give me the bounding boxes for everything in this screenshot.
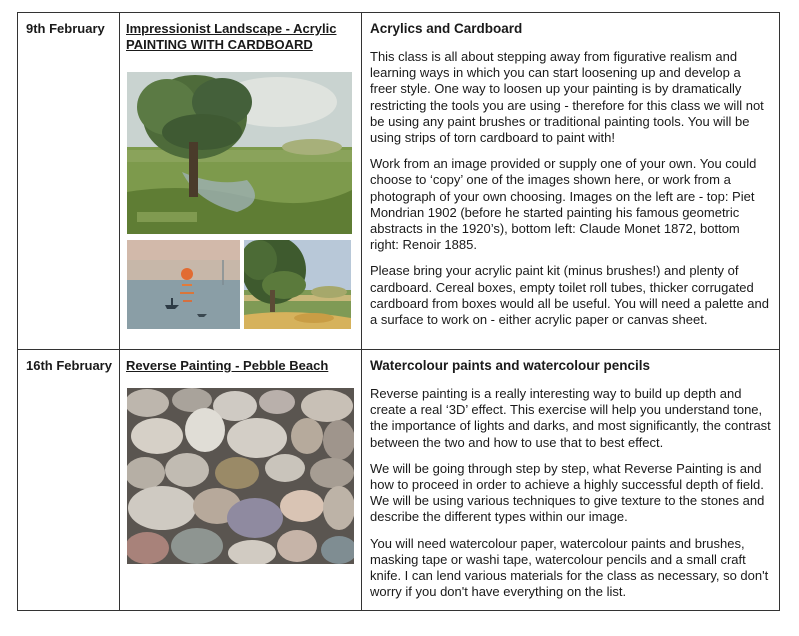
description-paragraph: Please bring your acrylic paint kit (minus brushes!) and plenty of cardboard. Cereal boxes, empty toilet roll tubes, thicker corrugated cardboard from boxes would all be useful. You will need a palette and a surface to work on - either acrylic paper or canvas sheet. xyxy=(370,263,769,328)
table-row xyxy=(18,350,780,611)
mondrian-landscape-painting xyxy=(127,72,352,234)
title-cell xyxy=(120,13,362,350)
date-cell xyxy=(18,13,120,350)
title-cell xyxy=(120,350,362,611)
image-group xyxy=(126,374,361,564)
class-date: 16th February xyxy=(26,358,112,373)
date-cell xyxy=(18,350,120,611)
description-paragraph: We will be going through step by step, what Reverse Painting is and how to proceed in order to achieve a highly successful depth of field. We will be using various techniques to give texture to the stones and describe the different types within our image. xyxy=(370,460,765,525)
class-heading: Acrylics and Cardboard xyxy=(370,21,523,36)
class-schedule-table xyxy=(17,12,780,611)
class-heading: Watercolour paints and watercolour pencils xyxy=(370,358,651,373)
class-title: Reverse Painting - Pebble Beach xyxy=(126,358,329,373)
description-paragraph: Work from an image provided or supply one of your own. You could choose to ‘copy’ one of the images shown here, or work from a photograph of your own choosing. Images on the left are - top: Piet Mondrian 1902 (before he started painting his famous geometric abstracts in the 1920’s), bottom left: Claude Monet 1872, bottom right: Renoir 1885. xyxy=(370,156,757,253)
renoir-landscape-painting xyxy=(244,240,351,329)
description-paragraph: You will need watercolour paper, watercolour paints and brushes, masking tape or washi tape, watercolour pencils and a small craft knife. I can lend various materials for the class as necessary, so don't worry if you don't have everything on the list. xyxy=(370,535,769,600)
description-cell xyxy=(362,350,780,611)
description-paragraph: This class is all about stepping away from figurative realism and learning ways in which you can start loosening up and develop a freer style. One way to loosen up your painting is by dramatically restricting the tools you are using - therefore for this class we will not be using any paint brushes or traditional painting tools. You will be using strips of torn cardboard to paint with! xyxy=(370,49,764,146)
description-cell xyxy=(362,13,780,350)
class-date: 9th February xyxy=(26,21,105,36)
class-title: Impressionist Landscape - Acrylic PAINTING WITH CARDBOARD xyxy=(126,21,337,52)
monet-sunrise-painting xyxy=(127,240,240,329)
pebbles-photo xyxy=(127,388,354,564)
description-paragraph: Reverse painting is a really interesting way to build up depth and create a real ‘3D’ effect. This exercise will help you understand tone, the importance of lights and darks, and most significantly, the contrast between the two and how to use that to best effect. xyxy=(370,386,771,450)
table-row xyxy=(18,13,780,350)
image-group xyxy=(126,53,361,313)
